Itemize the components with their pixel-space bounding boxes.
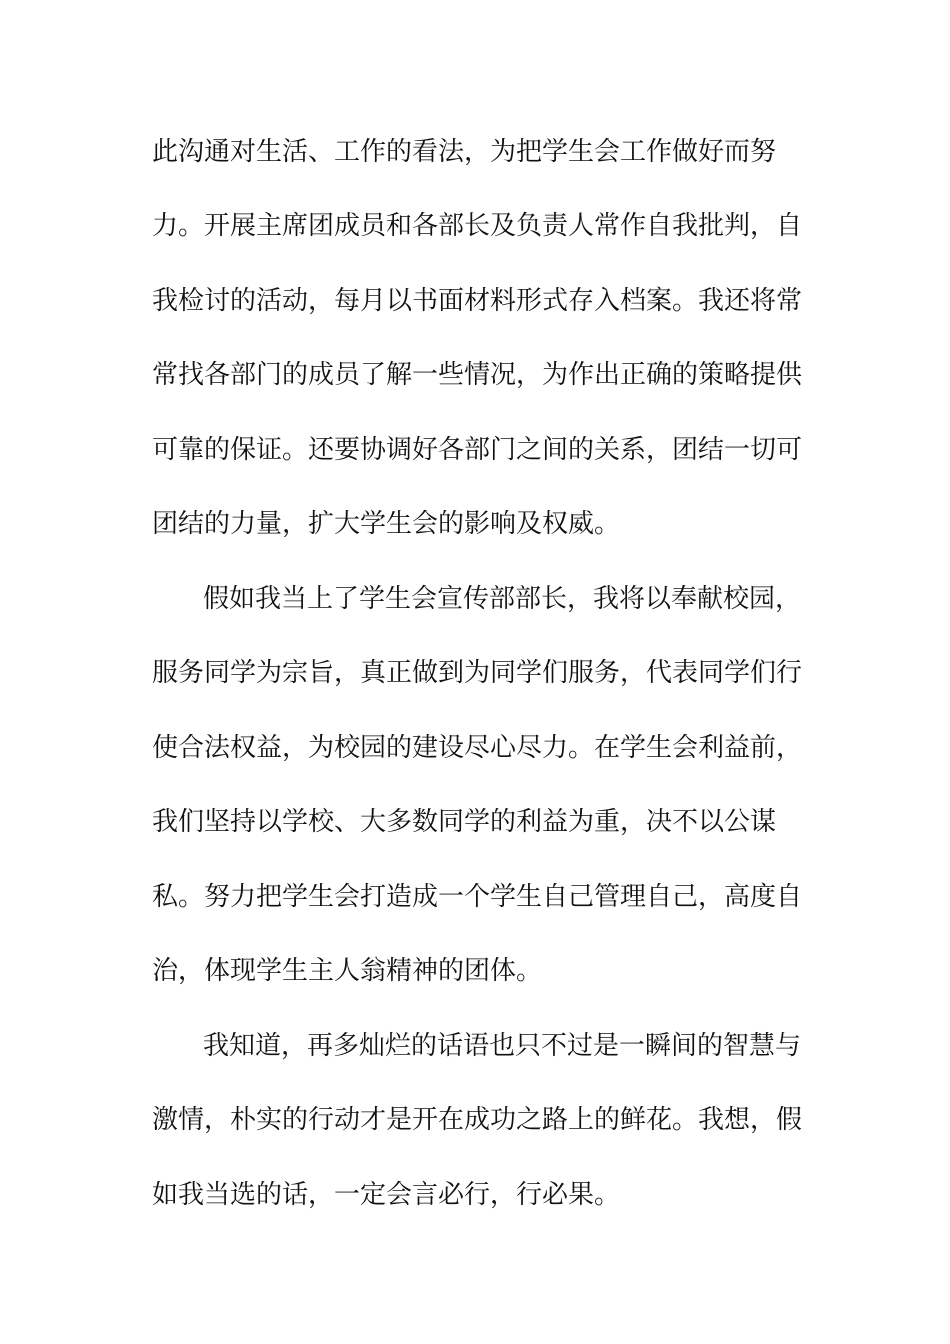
paragraph-first-line: 假如我当上了学生会宣传部部长，我将以奉献校园， xyxy=(203,584,802,614)
text-line: 力。开展主席团成员和各部长及负责人常作自我批判，自 xyxy=(152,211,803,241)
text-line: 治，体现学生主人翁精神的团体。 xyxy=(152,956,543,986)
text-line: 可靠的保证。还要协调好各部门之间的关系，团结一切可 xyxy=(152,435,803,465)
text-line: 激情，朴实的行动才是开在成功之路上的鲜花。我想，假 xyxy=(152,1105,803,1135)
text-line: 我们坚持以学校、大多数同学的利益为重，决不以公谋 xyxy=(152,807,777,837)
text-line: 团结的力量，扩大学生会的影响及权威。 xyxy=(152,509,621,539)
text-line: 使合法权益，为校园的建设尽心尽力。在学生会利益前， xyxy=(152,733,803,763)
paragraph-first-line: 我知道，再多灿烂的话语也只不过是一瞬间的智慧与 xyxy=(203,1031,802,1061)
text-line: 此沟通对生活、工作的看法，为把学生会工作做好而努 xyxy=(152,137,777,167)
text-line: 私。努力把学生会打造成一个学生自己管理自己，高度自 xyxy=(152,882,803,912)
text-line: 如我当选的话，一定会言必行，行必果。 xyxy=(152,1180,621,1210)
text-line: 常找各部门的成员了解一些情况，为作出正确的策略提供 xyxy=(152,360,803,390)
text-line: 我检讨的活动，每月以书面材料形式存入档案。我还将常 xyxy=(152,286,803,316)
text-line: 服务同学为宗旨，真正做到为同学们服务，代表同学们行 xyxy=(152,658,803,688)
